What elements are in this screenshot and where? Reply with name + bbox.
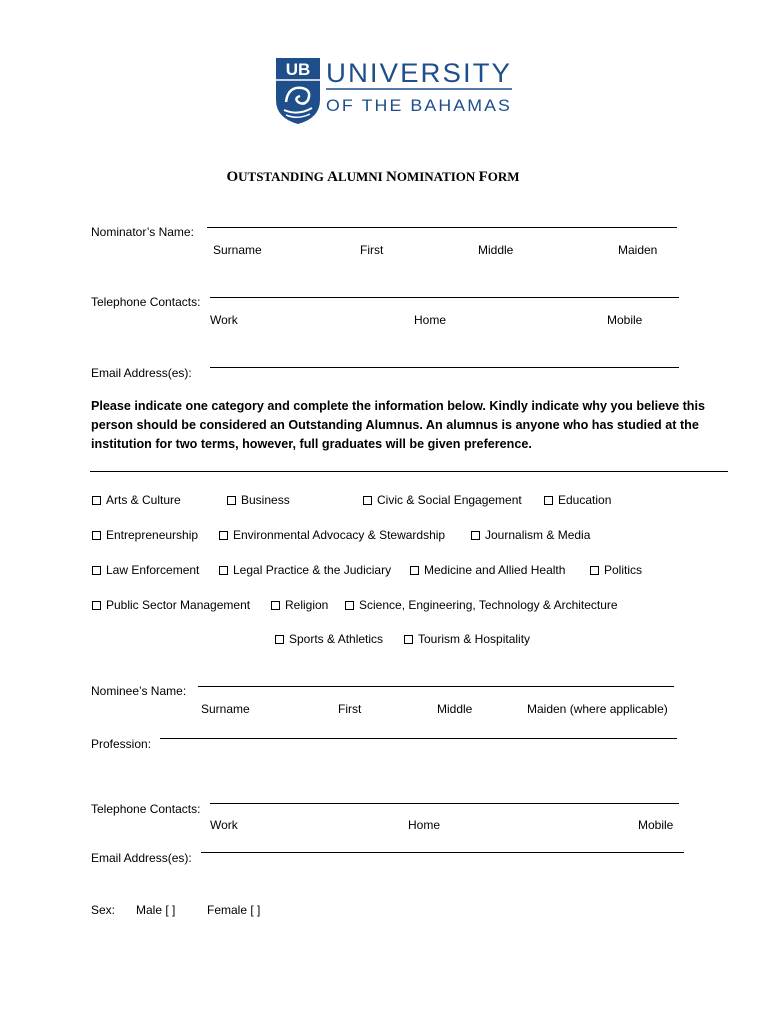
category-option[interactable]: Politics: [590, 563, 642, 577]
checkbox-icon[interactable]: [219, 531, 228, 540]
nominee-email-field[interactable]: [201, 852, 684, 853]
checkbox-icon[interactable]: [404, 635, 413, 644]
checkbox-icon[interactable]: [92, 601, 101, 610]
nominee-phone-label: Telephone Contacts:: [91, 802, 201, 816]
category-option[interactable]: Environmental Advocacy & Stewardship: [219, 528, 445, 542]
university-logo: [274, 56, 518, 126]
nominator-first-caption: First: [360, 243, 384, 257]
nominator-email-label: Email Address(es):: [91, 366, 192, 380]
logo-badge-text: UB: [285, 60, 311, 79]
nominator-name-field[interactable]: [207, 227, 677, 228]
checkbox-icon[interactable]: [92, 531, 101, 540]
profession-field[interactable]: [160, 738, 677, 739]
nominee-home-caption: Home: [408, 818, 441, 832]
nominee-mobile-caption: Mobile: [638, 818, 674, 832]
category-option[interactable]: Entrepreneurship: [92, 528, 198, 542]
checkbox-icon[interactable]: [271, 601, 280, 610]
sex-label: Sex:: [91, 903, 116, 917]
nominator-middle-caption: Middle: [478, 243, 514, 257]
nominee-email-label: Email Address(es):: [91, 851, 192, 865]
logo-line1: UNIVERSITY: [326, 58, 512, 88]
checkbox-icon[interactable]: [219, 566, 228, 575]
nominee-first-caption: First: [338, 702, 362, 716]
nominee-name-label: Nominee’s Name:: [91, 684, 187, 698]
category-option[interactable]: Sports & Athletics: [275, 632, 383, 646]
nominee-surname-caption: Surname: [201, 702, 250, 716]
nominee-work-caption: Work: [210, 818, 238, 832]
checkbox-icon[interactable]: [275, 635, 284, 644]
profession-label: Profession:: [91, 737, 152, 751]
category-option[interactable]: Education: [544, 493, 611, 507]
nominator-name-label: Nominator’s Name:: [91, 225, 194, 239]
category-option[interactable]: Law Enforcement: [92, 563, 199, 577]
nominee-maiden-caption: Maiden (where applicable): [527, 702, 668, 716]
instructions-paragraph: Please indicate one category and complete the information below. Kindly indicate why you believe this person should be considered an Outstanding Alumnus. An alumnus is anyone who has studied at the institution for two terms, however, full graduates will be given preference.: [91, 399, 705, 451]
male-option[interactable]: Male [ ]: [136, 903, 176, 917]
nominator-maiden-caption: Maiden: [618, 243, 658, 257]
checkbox-icon[interactable]: [590, 566, 599, 575]
category-option[interactable]: Religion: [271, 598, 328, 612]
form-title: OUTSTANDING ALUMNI NOMINATION FORM: [226, 169, 520, 185]
category-option[interactable]: Arts & Culture: [92, 493, 181, 507]
checkbox-icon[interactable]: [345, 601, 354, 610]
nominator-phone-label: Telephone Contacts:: [91, 295, 201, 309]
checkbox-icon[interactable]: [471, 531, 480, 540]
nominator-email-field[interactable]: [210, 367, 679, 368]
nominee-middle-caption: Middle: [437, 702, 473, 716]
female-option[interactable]: Female [ ]: [207, 903, 261, 917]
nominator-surname-caption: Surname: [213, 243, 262, 257]
nominee-name-field[interactable]: [198, 686, 674, 687]
nominator-home-caption: Home: [414, 313, 447, 327]
category-option[interactable]: Journalism & Media: [471, 528, 590, 542]
checkbox-icon[interactable]: [92, 566, 101, 575]
category-option[interactable]: Civic & Social Engagement: [363, 493, 522, 507]
logo-line2: OF THE BAHAMAS: [326, 96, 512, 115]
checkbox-icon[interactable]: [363, 496, 372, 505]
category-option[interactable]: Legal Practice & the Judiciary: [219, 563, 391, 577]
checkbox-icon[interactable]: [227, 496, 236, 505]
checkbox-icon[interactable]: [92, 496, 101, 505]
nominator-phone-field[interactable]: [210, 297, 679, 298]
category-option[interactable]: Public Sector Management: [92, 598, 250, 612]
nominee-phone-field[interactable]: [210, 803, 679, 804]
category-option[interactable]: Science, Engineering, Technology & Architecture: [345, 598, 618, 612]
section-divider: [90, 471, 728, 472]
nominator-work-caption: Work: [210, 313, 238, 327]
ub-crest-icon: [274, 56, 518, 126]
category-option[interactable]: Medicine and Allied Health: [410, 563, 565, 577]
category-option[interactable]: Tourism & Hospitality: [404, 632, 530, 646]
nominator-mobile-caption: Mobile: [607, 313, 643, 327]
checkbox-icon[interactable]: [544, 496, 553, 505]
category-option[interactable]: Business: [227, 493, 290, 507]
checkbox-icon[interactable]: [410, 566, 419, 575]
